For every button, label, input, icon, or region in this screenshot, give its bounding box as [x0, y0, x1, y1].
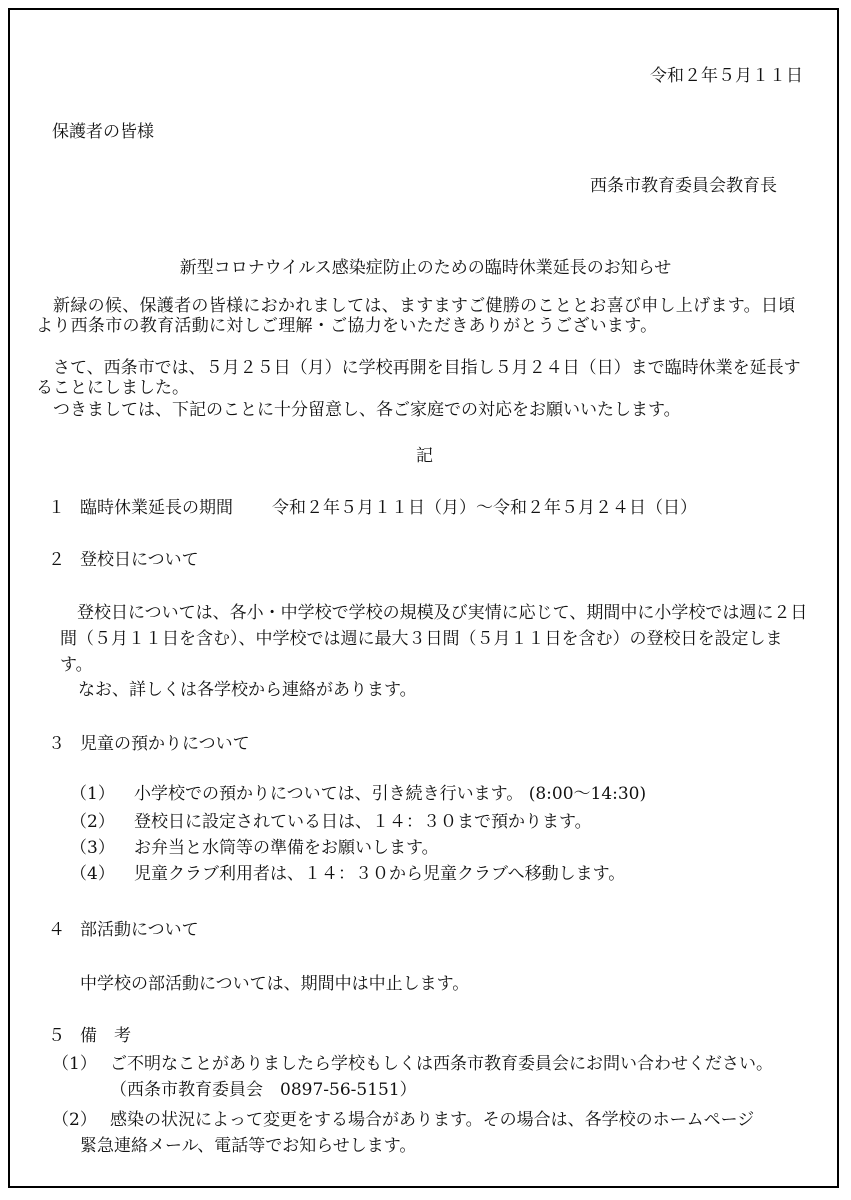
intro-paragraph-3: つきましては、下記のことに十分留意し、各ご家庭での対応をお願いいたします。 [53, 400, 681, 420]
sender: 西条市教育委員会教育長 [590, 176, 777, 196]
section1-heading: 臨時休業延長の期間 [80, 498, 233, 518]
section3-item-text: お弁当と水筒等の準備をお願いします。 [134, 838, 439, 858]
remark-text: ご不明なことがありましたら学校もしくは西条市教育委員会にお問い合わせください。 [110, 1054, 773, 1074]
section4-number: ４ [48, 920, 65, 940]
section3-item-text: 小学校での預かりについては、引き続き行います。 (8:00～14:30) [134, 784, 647, 804]
section3-item-number: （4） [70, 864, 115, 884]
intro-paragraph-2: さて、西条市では、５月２５日（月）に学校再開を目指し５月２４日（日）まで臨時休業を延長することにしました。 [36, 358, 801, 398]
section2-body: 登校日については、各小・中学校で学校の規模及び実情に応じて、期間中に小学校では週に２日間（５月１１日を含む）、中学校では週に最大３日間（５月１１日を含む）の登校日を設定します。 [60, 603, 808, 675]
section2-heading: 登校日について [80, 550, 199, 570]
remark-contact: （西条市教育委員会 0897-56-5151） [110, 1080, 417, 1100]
section5-number: ５ [48, 1026, 65, 1046]
remark-number: （1） [52, 1054, 97, 1074]
section2-number: ２ [48, 550, 65, 570]
document-title: 新型コロナウイルス感染症防止のための臨時休業延長のお知らせ [179, 258, 672, 278]
remark-text: 感染の状況によって変更をする場合があります。その場合は、各学校のホームページ [110, 1110, 755, 1130]
intro-paragraph-1: 新緑の候、保護者の皆様におかれましては、ますますご健勝のこととお喜び申し上げます。日頃より西条市の教育活動に対しご理解・ご協力をいただきありがとうございます。 [36, 296, 796, 336]
addressee: 保護者の皆様 [52, 122, 154, 142]
section4-heading: 部活動について [80, 920, 199, 940]
section3-number: ３ [48, 734, 65, 754]
section5-heading: 備 考 [80, 1026, 131, 1046]
section3-item-text: 登校日に設定されている日は、１４：３０まで預かります。 [134, 812, 592, 832]
remark-continuation: 緊急連絡メール、電話等でお知らせします。 [80, 1136, 417, 1156]
section3-heading: 児童の預かりについて [80, 734, 250, 754]
section3-item-number: （1） [70, 784, 115, 804]
section3-item-text: 児童クラブ利用者は、１４：３０から児童クラブへ移動します。 [134, 864, 626, 884]
section2-note: なお、詳しくは各学校から連絡があります。 [78, 680, 417, 700]
section3-item-number: （2） [70, 812, 115, 832]
section4-body: 中学校の部活動については、期間中は中止します。 [80, 974, 470, 994]
section3-item-number: （3） [70, 838, 115, 858]
section1-period: 令和２年５月１１日（月）～令和２年５月２４日（日） [272, 498, 697, 518]
section1-number: １ [48, 498, 65, 518]
ki-marker: 記 [416, 446, 433, 466]
document-date: 令和２年５月１１日 [650, 66, 803, 86]
remark-number: （2） [52, 1110, 97, 1130]
